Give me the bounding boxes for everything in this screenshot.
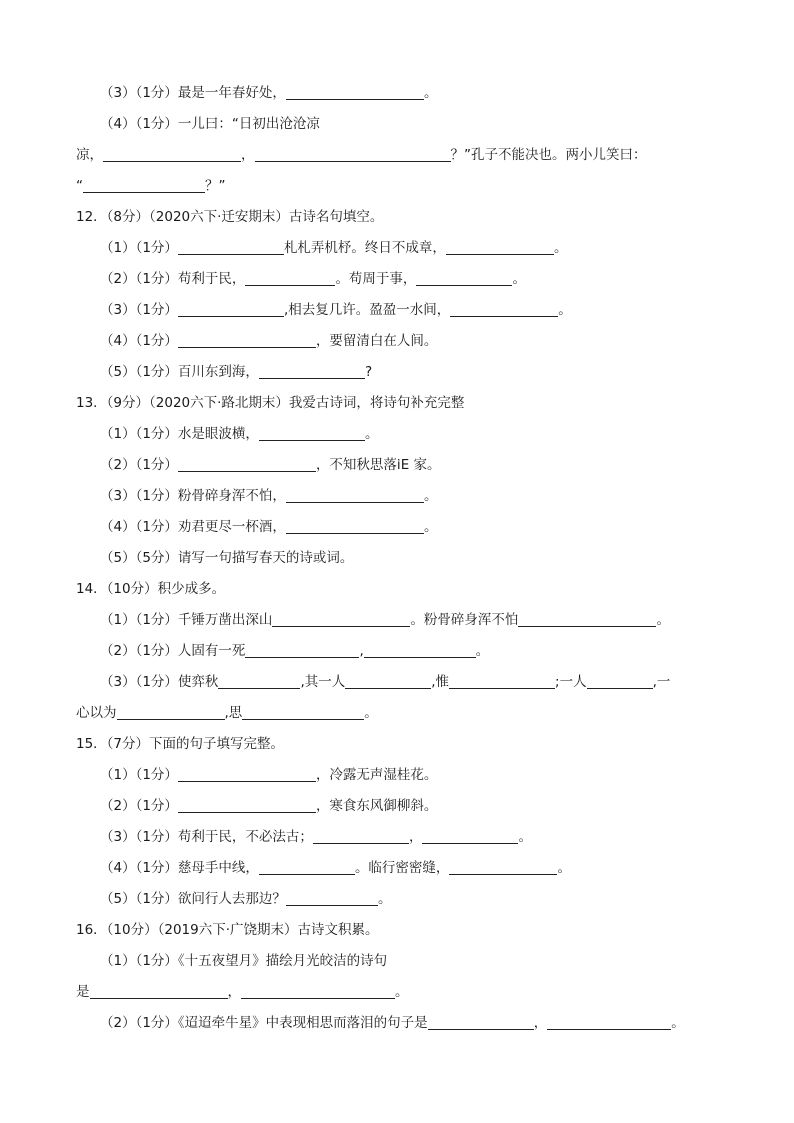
answer-blank[interactable] <box>449 674 555 689</box>
answer-blank[interactable] <box>241 984 395 999</box>
line-text: “ <box>76 178 83 194</box>
answer-blank[interactable] <box>446 240 554 255</box>
answer-blank[interactable] <box>286 519 424 534</box>
line-text: ,相去复几许。盈盈一水间， <box>283 302 451 318</box>
question-line <box>100 115 320 133</box>
line-text: ？” <box>205 178 226 194</box>
answer-blank[interactable] <box>449 860 557 875</box>
question-line <box>100 239 567 257</box>
answer-blank[interactable] <box>178 767 316 782</box>
question-line <box>100 828 532 846</box>
answer-blank[interactable] <box>450 302 558 317</box>
answer-blank[interactable] <box>178 302 284 317</box>
line-text: （5）（1分）百川东到海， <box>100 364 259 380</box>
line-text: ;一人 <box>555 674 587 690</box>
question-line <box>100 301 572 319</box>
line-text: 。 <box>377 891 392 907</box>
line-text: , <box>359 643 364 659</box>
line-text: 。 <box>557 860 571 876</box>
line-text: （4）（1分） <box>100 333 178 349</box>
answer-blank[interactable] <box>218 674 300 689</box>
line-text: 。 <box>423 85 438 101</box>
line-text: 。 <box>656 612 670 628</box>
question-line <box>100 797 437 815</box>
line-text: 凉， <box>76 147 103 163</box>
question-line <box>100 890 391 908</box>
line-text: （5）（1分）欲问行人去那边？ <box>100 891 286 907</box>
answer-blank[interactable] <box>272 612 410 627</box>
answer-blank[interactable] <box>117 705 225 720</box>
question-line <box>76 704 378 722</box>
line-text: （1）（1分） <box>100 767 178 783</box>
answer-blank[interactable] <box>83 178 205 193</box>
question-line <box>100 518 437 536</box>
question-line <box>100 642 489 660</box>
line-text: 。 <box>558 302 572 318</box>
answer-blank[interactable] <box>242 705 364 720</box>
line-text: （1）（1分）水是眼波横， <box>100 426 259 442</box>
question-line <box>100 1014 685 1032</box>
line-text: （3）（1分）最是一年春好处， <box>100 85 286 101</box>
question-heading <box>76 394 464 412</box>
answer-blank[interactable] <box>245 643 359 658</box>
question-heading <box>76 735 284 753</box>
line-text: （4）（1分）慈母手中线， <box>100 860 259 876</box>
question-line <box>100 270 526 288</box>
line-text: 。 <box>364 426 379 442</box>
answer-blank[interactable] <box>103 147 241 162</box>
line-text: （3）（1分）粉骨碎身浑不怕， <box>100 488 286 504</box>
line-text: ，不知秋思落iE 家。 <box>315 457 441 473</box>
line-text: （2）（1分）苟利于民， <box>100 271 246 287</box>
line-text: 16．（10分）（2019六下·广饶期末）古诗文积累。 <box>76 922 379 938</box>
line-text: 。 <box>364 705 378 721</box>
answer-blank[interactable] <box>587 674 653 689</box>
line-text: 。苟周于事， <box>335 271 417 287</box>
line-text: 12．（8分）（2020六下·迁安期末）古诗名句填空。 <box>76 209 384 225</box>
line-text: ，冷露无声湿桂花。 <box>315 767 438 783</box>
line-text: （5）（5分）请写一句描写春天的诗或词。 <box>100 550 354 566</box>
line-text: （4）（1分）劝君更尽一杯酒， <box>100 519 286 535</box>
question-line <box>76 177 226 195</box>
answer-blank[interactable] <box>547 1015 671 1030</box>
question-line <box>100 425 378 443</box>
line-text: （2）（1分） <box>100 798 178 814</box>
question-heading <box>76 580 225 598</box>
line-text: ,惟 <box>431 674 450 690</box>
answer-blank[interactable] <box>286 85 424 100</box>
line-text: （3）（1分）苟利于民，不必法古； <box>100 829 313 845</box>
line-text: ，寒食东风御柳斜。 <box>315 798 438 814</box>
answer-blank[interactable] <box>178 240 284 255</box>
line-text: 15．（7分）下面的句子填写完整。 <box>76 736 285 752</box>
line-text: （3）（1分） <box>100 302 178 318</box>
answer-blank[interactable] <box>286 891 378 906</box>
line-text: ？”孔子不能决也。两小儿笑曰： <box>450 147 647 163</box>
question-heading <box>76 208 383 226</box>
answer-blank[interactable] <box>416 271 512 286</box>
line-text: 。 <box>671 1015 685 1031</box>
answer-blank[interactable] <box>259 860 355 875</box>
answer-blank[interactable] <box>178 798 316 813</box>
question-line <box>100 859 571 877</box>
line-text: 。 <box>395 984 409 1000</box>
line-text: 。 <box>423 488 438 504</box>
line-text: ? <box>364 364 373 380</box>
answer-blank[interactable] <box>259 426 365 441</box>
answer-blank[interactable] <box>259 364 365 379</box>
line-text: （1）（1分）《十五夜望月》描绘月光皎洁的诗句 <box>100 953 388 969</box>
answer-blank[interactable] <box>90 984 228 999</box>
question-line <box>100 766 437 784</box>
question-line <box>100 332 437 350</box>
answer-blank[interactable] <box>364 643 476 658</box>
question-line <box>76 146 647 164</box>
line-text: 。 <box>518 829 532 845</box>
line-text: ,其一人 <box>300 674 346 690</box>
answer-blank[interactable] <box>422 829 518 844</box>
line-text: 心以为 <box>76 705 117 721</box>
line-text: 14．（10分）积少成多。 <box>76 581 226 597</box>
line-text: 。 <box>423 519 438 535</box>
answer-blank[interactable] <box>178 457 316 472</box>
line-text: ， <box>241 147 255 163</box>
line-text: 。 <box>512 271 526 287</box>
line-text: （2）（1分）《迢迢牵牛星》中表现相思而落泪的句子是 <box>100 1015 428 1031</box>
answer-blank[interactable] <box>518 612 656 627</box>
line-text: ， <box>227 984 241 1000</box>
line-text: （2）（1分）人固有一死 <box>100 643 246 659</box>
line-text: 札札弄机杼。终日不成章， <box>283 240 446 256</box>
line-text: （3）（1分）使弈秋 <box>100 674 219 690</box>
question-heading <box>76 921 379 939</box>
answer-blank[interactable] <box>245 271 335 286</box>
question-line <box>100 363 372 381</box>
question-line <box>100 456 441 474</box>
line-text: ， <box>533 1015 548 1031</box>
line-text: ,思 <box>224 705 243 721</box>
question-line <box>100 952 387 970</box>
answer-blank[interactable] <box>345 674 431 689</box>
line-text: ， <box>408 829 423 845</box>
line-text: ,一 <box>652 674 671 690</box>
line-text: 13．（9分）（2020六下·路北期末）我爱古诗词，将诗句补充完整 <box>76 395 465 411</box>
line-text: （1）（1分） <box>100 240 178 256</box>
line-text: ，要留清白在人间。 <box>315 333 438 349</box>
answer-blank[interactable] <box>313 829 409 844</box>
line-text: （2）（1分） <box>100 457 178 473</box>
line-text: 。临行密密缝， <box>354 860 450 876</box>
question-line <box>100 84 437 102</box>
line-text: 。 <box>475 643 490 659</box>
question-line <box>100 611 670 629</box>
answer-blank[interactable] <box>255 147 451 162</box>
answer-blank[interactable] <box>286 488 424 503</box>
line-text: 。 <box>553 240 568 256</box>
line-text: 是 <box>76 984 90 1000</box>
answer-blank[interactable] <box>428 1015 534 1030</box>
question-line <box>100 549 353 567</box>
line-text: （4）（1分）一儿曰：“日初出沧沧凉 <box>100 116 320 132</box>
question-line <box>76 983 409 1001</box>
line-text: （1）（1分）千锤万凿出深山 <box>100 612 273 628</box>
question-line <box>100 673 670 691</box>
line-text: 。粉骨碎身浑不怕 <box>410 612 519 628</box>
question-line <box>100 487 437 505</box>
answer-blank[interactable] <box>178 333 316 348</box>
